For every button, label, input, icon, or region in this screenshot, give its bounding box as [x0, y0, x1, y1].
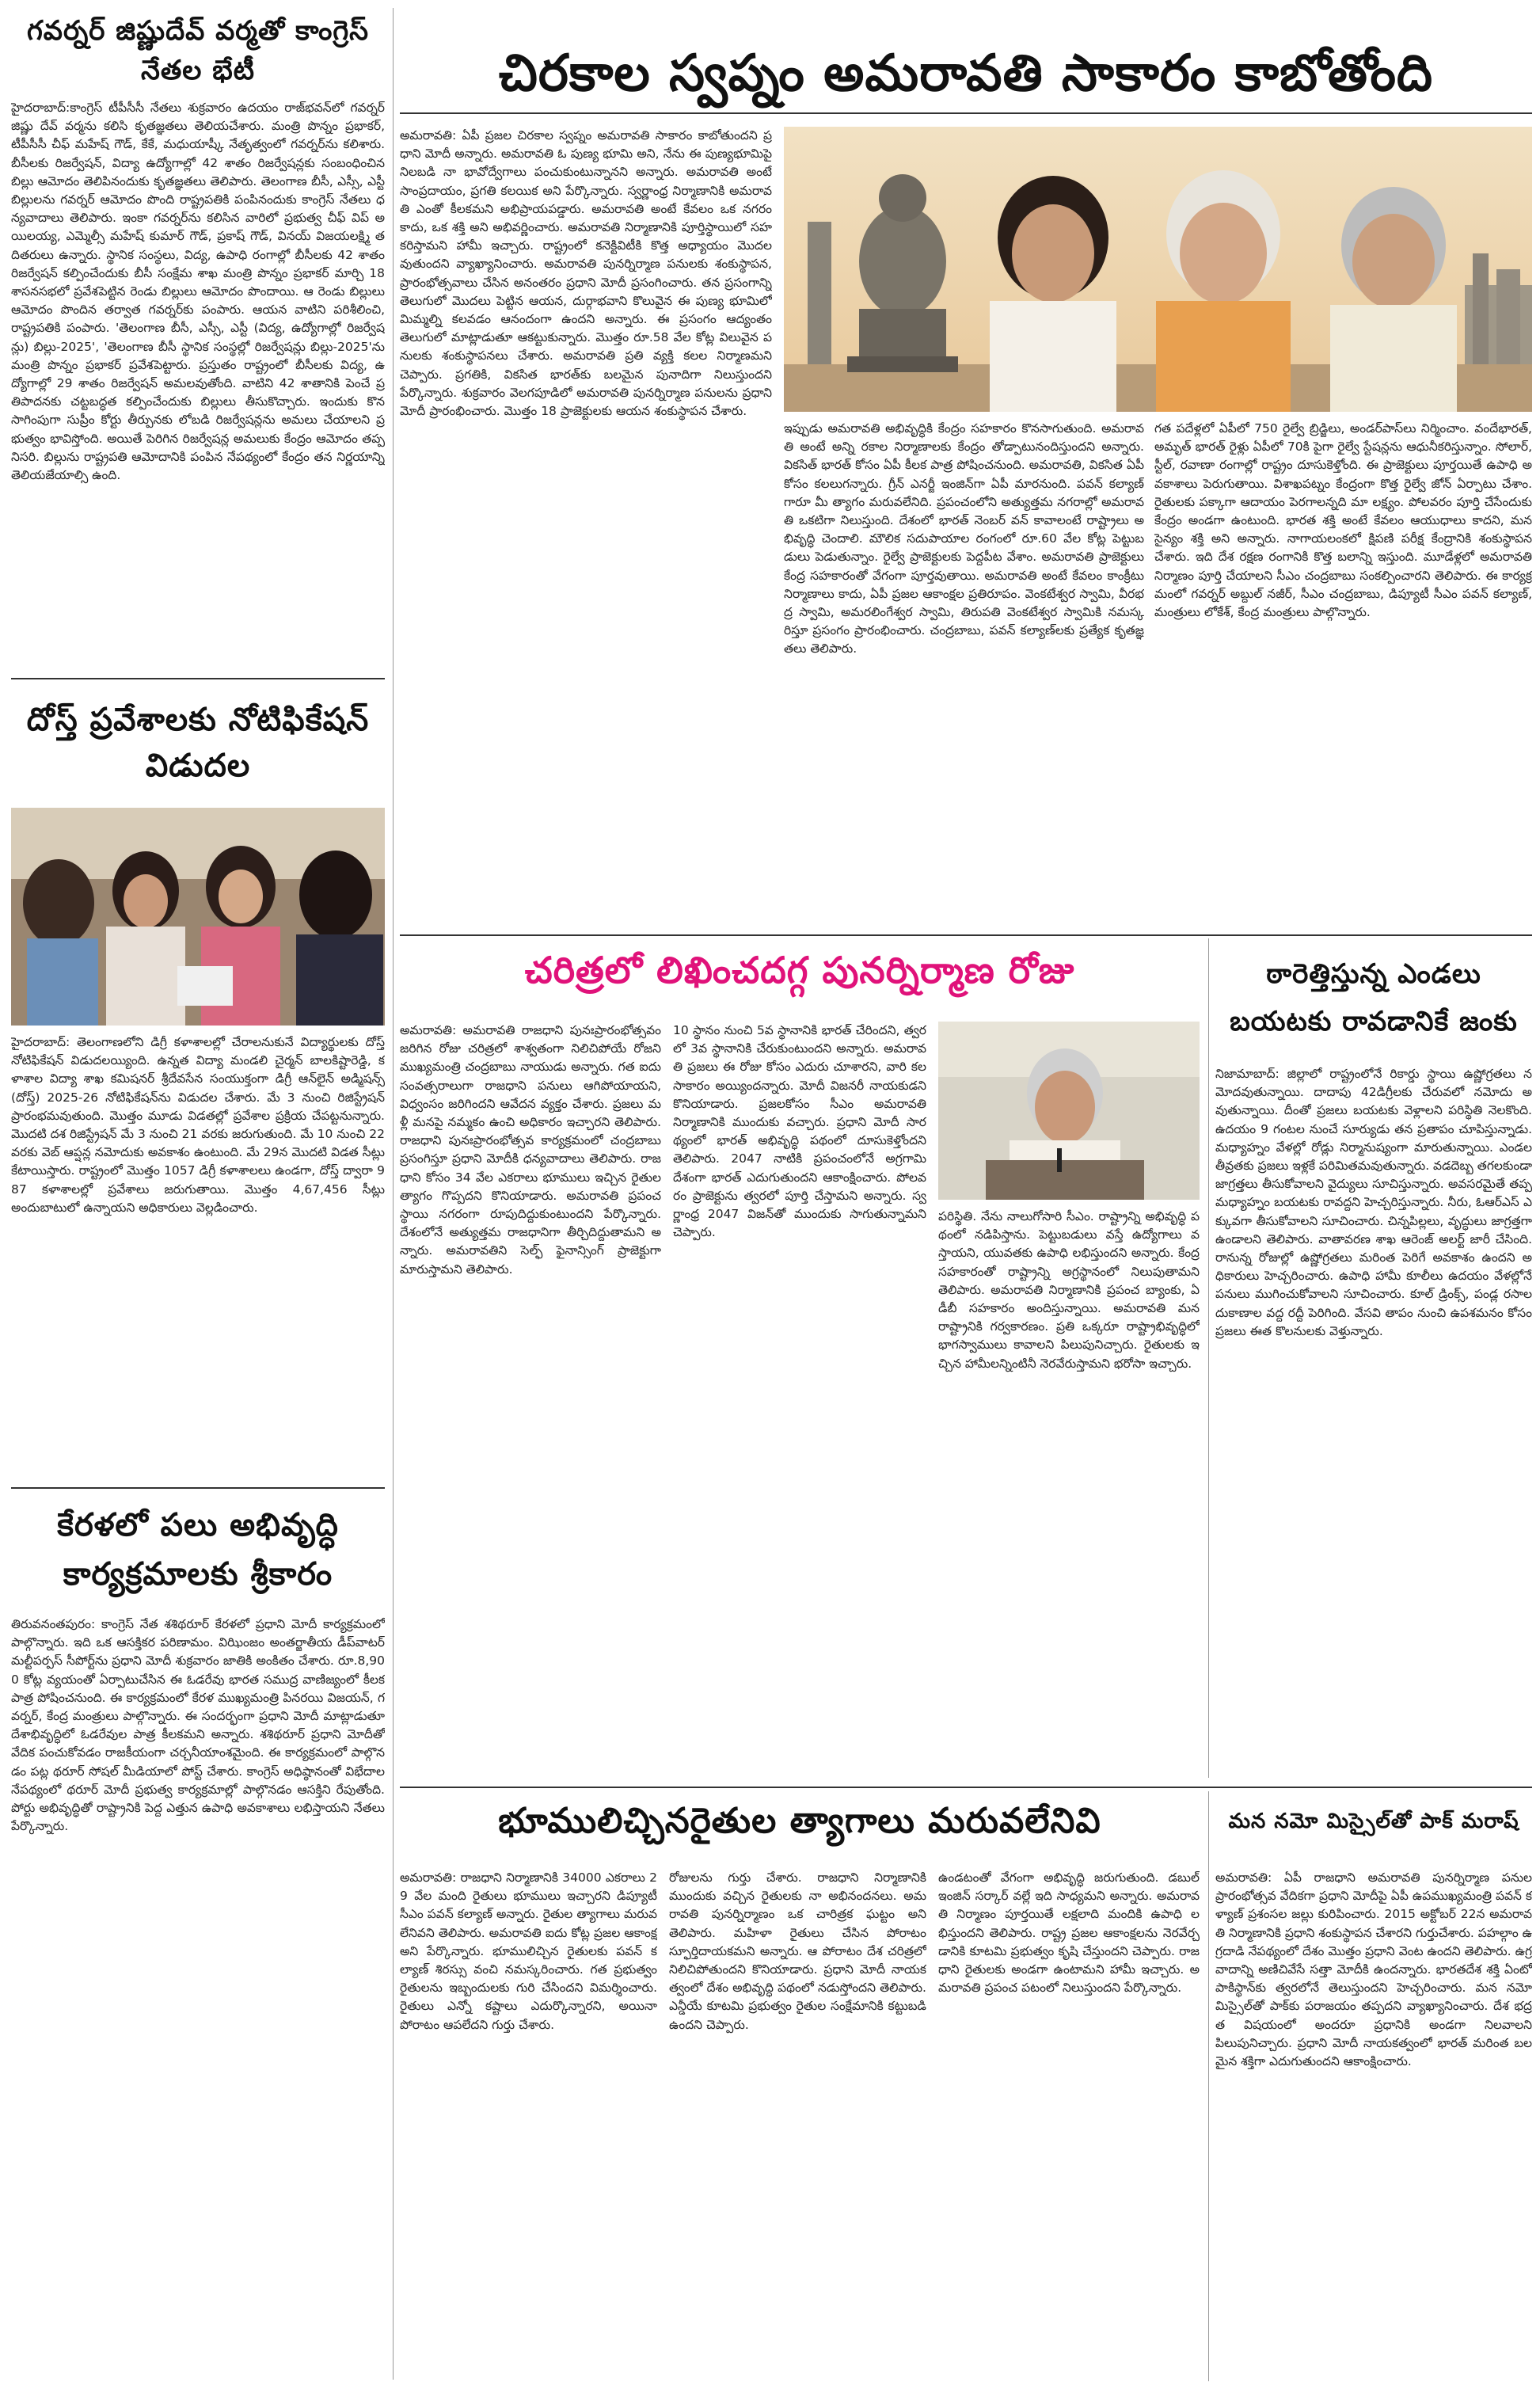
- pak-body: అమరావతి: ఏపీ రాజధాని అమరావతి పునర్నిర్మాణ పనుల ప్రారంభోత్సవ వేదికగా ప్రధాని మోదీపై ఏపీ ఉపముఖ్యమంత్రి పవన్ కళ్యాణ్ ప్రశంసల జల్లు కురిపించారు. 2015 అక్టోబర్ 22న అమరావతి నిర్మాణానికి ప్రధాని శంకుస్థాపన చేశారని గుర్తుచేశారు. పహల్గాం ఉగ్రదాడి నేపథ్యంలో దేశం మొత్తం ప్రధాని వెంట ఉందని తెలిపారు. ఉగ్రవాదాన్ని అణిచివేసే సత్తా మోదీకి ఉందన్నారు. భారతదేశ శక్తి ఏంటో పాకిస్థాన్‌కు త్వరలోనే తెలుస్తుందని హెచ్చరించారు. మన నమో మిస్సైల్‌తో పాక్‌కు పరాజయం తప్పదని వ్యాఖ్యానించారు. దేశ భద్రత విషయంలో అందరూ ప్రధానికి అండగా నిలవాలని పిలుపునిచ్చారు. ప్రధాని మోదీ నాయకత్వంలో భారత్ మరింత బలమైన శక్తిగా ఎదుగుతుందని ఆకాంక్షించారు.: [1215, 1870, 1532, 2069]
- divider: [400, 1787, 1532, 1788]
- farmers-headline: భూములిచ్చినరైతుల త్యాగాలు మరువలేనివి: [498, 1801, 1101, 1841]
- headline-underline: [400, 112, 1532, 114]
- divider: [11, 1487, 385, 1489]
- farmers-col1: అమరావతి: రాజధాని నిర్మాణానికి 34000 ఎకరాలు 29 వేల మంది రైతులు భూములు ఇచ్చారని డిప్యూటీ సీఎం పవన్ కల్యాణ్ అన్నారు. రైతుల త్యాగాలు మరువలేనివని తెలిపారు. అమరావతి ఐదు కోట్ల ప్రజల ఆకాంక్ష అని పేర్కొన్నారు. భూములిచ్చిన రైతులకు పవన్ కల్యాణ్ శిరస్సు వంచి నమస్కరించారు. గత ప్రభుత్వం రైతులను ఇబ్బందులకు గురి చేసిందని విమర్శించారు. రైతులు ఎన్నో కష్టాలు ఎదుర్కొన్నారని, అయినా పోరాటం ఆపలేదని గుర్తు చేశారు.: [400, 1870, 657, 2032]
- main-story-col1: అమరావతి: ఏపీ ప్రజల చిరకాల స్వప్నం అమరావతి సాకారం కాబోతుందని ప్రధాని మోదీ అన్నారు. అమరావతి ఓ పుణ్య భూమి అని, నేను ఈ పుణ్యభూమిపై నిలబడి నా భావోద్వేగాలు పంచుకుంటున్నానని అన్నారు. అమరావతి అంటే సాంప్రదాయం, ప్రగతి కలయిక అని పేర్కొన్నారు. స్వర్ణాంధ్ర నిర్మాణానికి అమరావతి ఎంతో కీలకమని అభిప్రాయపడ్డారు. అమరావతి అంటే కేవలం ఒక నగరం కాదు, ఒక శక్తి అని అభివర్ణించారు. అమరావతి నిర్మాణానికి పూర్తిస్థాయిలో సహకరిస్తామని హామీ ఇచ్చారు. రాష్ట్రంలో కనెక్టివిటీకి కొత్త అధ్యాయం మొదలవుతుందని వ్యాఖ్యానించారు. అమరావతి పునర్నిర్మాణ పనులకు శంకుస్థాపన, ప్రారంభోత్సవాలు చేసిన అనంతరం ప్రధాని మోదీ ప్రసంగించారు. తన ప్రసంగాన్ని తెలుగులో మొదలు పెట్టిన ఆయన, దుర్గాభవాని కొలువైన ఈ పుణ్య భూమిలో మిమ్మల్ని కలవడం ఆనందంగా ఉందని అన్నారు. ఈ ప్రసంగం ఆద్యంతం తెలుగులో మాట్లాడుతూ ఆకట్టుకున్నారు. మొత్తం రూ.58 వేల కోట్ల విలువైన పనులకు శంకుస్థాపనలు చేశారు. అమరావతి ప్రతి వ్యక్తి కలల నిర్మాణమని చెప్పారు. ప్రగతికి, వికసిత భారత్‌కు బలమైన పునాదిగా నిలుస్తుందని పేర్కొన్నారు. శుక్రవారం వెలగపూడిలో అమరావతి పునర్నిర్మాణ పనులను ప్రధాని మోదీ ప్రారంభించారు. మొత్తం 18 ప్రాజెక్టులకు ఆయన శంకుస్థాపన చేశారు.: [400, 128, 772, 419]
- farmers-col2: రోజులను గుర్తు చేశారు. రాజధాని నిర్మాణానికి ముందుకు వచ్చిన రైతులకు నా అభినందనలు. అమరావతి పునర్నిర్మాణం ఒక చారిత్రక ఘట్టం అని తెలిపారు. మహిళా రైతులు చేసిన పోరాటం స్ఫూర్తిదాయకమని అన్నారు. ఆ పోరాటం దేశ చరిత్రలో నిలిచిపోతుందని కొనియాడారు. ప్రధాని మోదీ నాయకత్వంలో దేశం అభివృద్ధి పథంలో నడుస్తోందని తెలిపారు. ఎన్డీయే కూటమి ప్రభుత్వం రైతుల సంక్షేమానికి కట్టుబడి ఉందని చెప్పారు.: [669, 1870, 926, 2032]
- column-divider: [1208, 1791, 1209, 2381]
- pak-headline: మన నమో మిస్సైల్‌తో పాక్ మరాష్: [1228, 1809, 1519, 1833]
- heat-headline: ఠారెత్తిస్తున్న ఎండలు బయటకు రావడానికే జంకు: [1230, 958, 1518, 1037]
- history-col1: అమరావతి: అమరావతి రాజధాని పునఃప్రారంభోత్సవం జరిగిన రోజు చరిత్రలో శాశ్వతంగా నిలిచిపోయే రోజని ముఖ్యమంత్రి చంద్రబాబు నాయుడు అన్నారు. గత ఐదు సంవత్సరాలుగా రాజధాని పనులు ఆగిపోయాయని, విధ్వంసం జరిగిందని ఆవేదన వ్యక్తం చేశారు. ప్రజలు మళ్లీ మనపై నమ్మకం ఉంచి అధికారం ఇచ్చారని తెలిపారు. రాజధాని పునఃప్రారంభోత్సవ కార్యక్రమంలో చంద్రబాబు ప్రసంగిస్తూ ప్రధాని మోదీకి ధన్యవాదాలు తెలిపారు. రాజధాని కోసం 34 వేల ఎకరాలు భూములు ఇచ్చిన రైతుల త్యాగం గొప్పదని కొనియాడారు. అమరావతి ప్రపంచ స్థాయి నగరంగా రూపుదిద్దుకుంటుందని పేర్కొన్నారు. దేశంలోనే అత్యుత్తమ రాజధానిగా తీర్చిదిద్దుతామని అన్నారు. అమరావతిని సెల్ఫ్ ఫైనాన్సింగ్ ప్రాజెక్టుగా మారుస్తామని తెలిపారు.: [400, 1023, 661, 1277]
- governor-meeting-body: హైదరాబాద్:కాంగ్రెస్ టీపీసీసీ నేతలు శుక్రవారం ఉదయం రాజ్‌భవన్‌లో గవర్నర్ జిష్ణు దేవ్ వర్మను కలిసి కృతజ్ఞతలు తెలియచేశారు. మంత్రి పొన్నం ప్రభాకర్, టీపీసీసీ చీఫ్ మహేష్ గౌడ్, కేకే, మధుయాష్కీ నేతృత్వంలో గవర్నర్‌ను కలిశారు. బీసీలకు రిజర్వేషన్, విద్యా ఉద్యోగాల్లో 42 శాతం రిజర్వేషన్లకు సంబంధించిన బిల్లు ఆమోదం తెలిపినందుకు కృతజ్ఞతలు తెలిపారు. తెలంగాణ బీసీ, ఎస్సీ, ఎస్టీ బిల్లులను గవర్నర్ ఆమోదం పొంది రాష్ట్రపతికి పంపినందుకు కాంగ్రెస్ నేతలు ధన్యవాదాలు తెలిపారు. ఇంకా గవర్నర్‌ను కలిసిన వారిలో ప్రభుత్వ చీఫ్ విప్ అయిలయ్య, ఎమ్మెల్సీ మహేష్ కుమార్ గౌడ్, ప్రకాష్ గౌడ్, వినయ్ విజయలక్ష్మి తదితరులు ఉన్నారు. స్థానిక సంస్థలు, విద్య, ఉపాధి రంగాల్లో బీసీలకు 42 శాతం రిజర్వేషన్ కల్పించేందుకు బీసీ సంక్షేమ శాఖ మంత్రి పొన్నం ప్రభాకర్ మార్చి 18 శాసనసభలో ప్రవేశపెట్టిన రెండు బిల్లులు ఆమోదం పొందాయి. ఆ రెండు బిల్లులు ఆమోదం పొందిన తర్వాత గవర్నర్‌కు పంపారు. ఆయన వాటిని పరిశీలించి, రాష్ట్రపతికి పంపారు. 'తెలంగాణ బీసీ, ఎస్సీ, ఎస్టీ (విద్య, ఉద్యోగాల్లో రిజర్వేషన్లు) బిల్లు-2025', 'తెలంగాణ బీసీ స్థానిక సంస్థల్లో రిజర్వేషన్లు బిల్లు-2025'ను మంత్రి పొన్నం ప్రభాకర్ ప్రవేశపెట్టారు. ప్రస్తుతం రాష్ట్రంలో బీసీలకు విద్య, ఉద్యోగాల్లో 29 శాతం రిజర్వేషన్ అమలవుతోంది. వాటిని 42 శాతానికి పెంచే ప్రతిపాదనకు చట్టబద్ధత కల్పించేందుకు బిల్లులు తీసుకొచ్చారు. ఇందుకు కొనసాగింపుగా సుప్రీం కోర్టు తీర్పునకు లోబడి రిజర్వేషన్లను అమలు చేయాలని ప్రభుత్వం భావిస్తోంది. అయితే పెరిగిన రిజర్వేషన్ల అమలుకు కేంద్రం ఆమోదం తప్పనిసరి. బిల్లును రాష్ట్రపతి ఆమోదానికి పంపిన నేపథ్యంలో కేంద్రం తన నిర్ణయాన్ని తెలియజేయాల్సి ఉంది.: [11, 101, 385, 483]
- history-col3: పరిస్థితి. నేను నాలుగోసారి సీఎం. రాష్ట్రాన్ని అభివృద్ధి పథంలో నడిపిస్తాను. పెట్టుబడులు వస్తే ఉద్యోగాలు వస్తాయని, యువతకు ఉపాధి లభిస్తుందని అన్నారు. కేంద్ర సహకారంతో రాష్ట్రాన్ని అగ్రస్థానంలో నిలుపుతామని తెలిపారు. అమరావతి నిర్మాణానికి ప్రపంచ బ్యాంకు, ఏడీబీ సహకారం అందిస్తున్నాయి. అమరావతి మన రాష్ట్రానికి గర్వకారణం. ప్రతి ఒక్కరూ రాష్ట్రాభివృద్ధిలో భాగస్వాములు కావాలని పిలుపునిచ్చారు. రైతులకు ఇచ్చిన హామీలన్నింటినీ నెరవేరుస్తామని భరోసా ఇచ్చారు.: [938, 1209, 1200, 1371]
- column-divider: [393, 8, 394, 2380]
- amaravati-leaders-photo: [784, 127, 1532, 412]
- heat-body: నిజామాబాద్: జిల్లాలో రాష్ట్రంలోనే రికార్డు స్థాయి ఉష్ణోగ్రతలు నమోదవుతున్నాయి. దాదాపు 42డిగ్రీలకు చేరువలో నమోదు అవుతున్నాయి. దీంతో ప్రజలు బయటకు వెళ్లాలని పరిస్థితి నెలకొంది. ఉదయం 9 గంటల నుంచే సూర్యుడు తన ప్రతాపం చూపిస్తున్నాడు. మధ్యాహ్నం వేళల్లో రోడ్లు నిర్మానుష్యంగా మారుతున్నాయి. ఎండల తీవ్రతకు ప్రజలు ఇళ్లకే పరిమితమవుతున్నారు. వడదెబ్బ తగలకుండా జాగ్రత్తలు తీసుకోవాలని వైద్యులు సూచిస్తున్నారు. అవసరమైతే తప్ప మధ్యాహ్నం బయటకు రావద్దని హెచ్చరిస్తున్నారు. నీరు, ఓఆర్ఎస్ ఎక్కువగా తీసుకోవాలని సూచించారు. చిన్నపిల్లలు, వృద్ధులు జాగ్రత్తగా ఉండాలని తెలిపారు. వాతావరణ శాఖ ఆరెంజ్ అలర్ట్ జారీ చేసింది. రానున్న రోజుల్లో ఉష్ణోగ్రతలు మరింత పెరిగే అవకాశం ఉందని అధికారులు హెచ్చరించారు. ఉపాధి హామీ కూలీలు ఉదయం వేళల్లోనే పనులు ముగించుకోవాలని సూచించారు. కూల్ డ్రింక్స్, పండ్ల రసాల దుకాణాల వద్ద రద్దీ పెరిగింది. వేసవి తాపం నుంచి ఉపశమనం కోసం ప్రజలు ఈత కొలనులకు వెళ్తున్నారు.: [1215, 1067, 1532, 1338]
- kerala-headline: కేరళలో పలు అభివృద్ధి కార్యక్రమాలకు శ్రీకారం: [57, 1507, 339, 1593]
- dost-body: హైదరాబాద్: తెలంగాణలోని డిగ్రీ కళాశాలల్లో చేరాలనుకునే విద్యార్థులకు దోస్త్ నోటిఫికేషన్ విడుదలయ్యింది. ఉన్నత విద్యా మండలి చైర్మన్ బాలకిష్టారెడ్డి, కళాశాల విద్యా శాఖ కమిషనర్ శ్రీదేవసేన సంయుక్తంగా డిగ్రీ ఆన్‌లైన్ అడ్మిషన్స్ (దోస్త్) 2025-26 నోటిఫికేషన్‌ను విడుదల చేశారు. మే 3 నుంచి రిజిస్ట్రేషన్ ప్రారంభమవుతుంది. మొత్తం మూడు విడతల్లో ప్రవేశాల ప్రక్రియ చేపట్టనున్నారు. మొదటి దశ రిజిస్ట్రేషన్ మే 3 నుంచి 21 వరకు జరుగుతుంది. మే 10 నుంచి 22 వరకు వెబ్ ఆప్షన్ల నమోదుకు అవకాశం ఉంటుంది. మే 29న మొదటి విడత సీట్లు కేటాయిస్తారు. రాష్ట్రంలో మొత్తం 1057 డిగ్రీ కళాశాలలు ఉండగా, దోస్త్ ద్వారా 987 కళాశాలల్లో ప్రవేశాలు జరుగుతాయి. మొత్తం 4,67,456 సీట్లు అందుబాటులో ఉన్నాయని అధికారులు వెల్లడించారు.: [11, 1035, 385, 1215]
- farmers-col3: ఉండటంతో వేగంగా అభివృద్ధి జరుగుతుంది. డబుల్ ఇంజిన్ సర్కార్ వల్లే ఇది సాధ్యమని అన్నారు. అమరావతి నిర్మాణం పూర్తయితే లక్షలాది మందికి ఉపాధి లభిస్తుందని తెలిపారు. రాష్ట్ర ప్రజల ఆకాంక్షలను నెరవేర్చడానికి కూటమి ప్రభుత్వం కృషి చేస్తుందని చెప్పారు. రాజధాని రైతులకు అండగా ఉంటామని హామీ ఇచ్చారు. అమరావతి ప్రపంచ పటంలో నిలుస్తుందని పేర్కొన్నారు.: [938, 1870, 1200, 1996]
- dost-headline: దోస్త్ ప్రవేశాలకు నోటిఫికేషన్ విడుదల: [26, 702, 370, 784]
- students-photo: [11, 808, 385, 1026]
- history-col2: 10 స్థానం నుంచి 5వ స్థానానికి భారత్ చేరిందని, త్వరలో 3వ స్థానానికి చేరుకుంటుందని అన్నారు. అమరావతి ప్రజలు ఈ రోజు కోసం ఎదురు చూశారని, వారి కల సాకారం అయ్యిందన్నారు. మోదీ విజనరీ నాయకుడని కొనియాడారు. ప్రజలకోసం సీఎం అమరావతి నిర్మాణానికి ముందుకు వచ్చారు. ప్రధాని మోదీ సారథ్యంలో భారత్ అభివృద్ధి పథంలో దూసుకెళ్తోందని తెలిపారు. 2047 నాటికి ప్రపంచంలోనే అగ్రగామి దేశంగా భారత్ ఎదుగుతుందని ఆకాంక్షించారు. పోలవరం ప్రాజెక్టును త్వరలో పూర్తి చేస్తామని అన్నారు. స్వర్ణాంధ్ర 2047 విజన్‌తో ముందుకు సాగుతున్నామని చెప్పారు.: [673, 1023, 926, 1240]
- amaravati-main-headline: చిరకాల స్వప్నం అమరావతి సాకారం కాబోతోంది: [498, 44, 1434, 103]
- divider: [400, 934, 1532, 936]
- main-story-col3: గత పదేళ్లలో ఏపీలో 750 రైల్వే బ్రిడ్జిలు, అండర్‌పాస్‌లు నిర్మించాం. వందేభారత్, అమృత్ భారత్ రైళ్లు ఏపీలో 70కి పైగా రైల్వే స్టేషన్లను ఆధునీకరిస్తున్నాం. సోలార్, స్టీల్, రవాణా రంగాల్లో రాష్ట్రం దూసుకెళ్తోంది. ఈ ప్రాజెక్టులు పూర్తయితే ఉపాధి అవకాశాలు పెరుగుతాయి. విశాఖపట్నం కేంద్రంగా కొత్త రైల్వే జోన్ ఏర్పాటు చేశాం. రైతులకు పక్కాగా ఆదాయం పెరగాలన్నది మా లక్ష్యం. పోలవరం పూర్తి చేసేందుకు కేంద్రం అండగా ఉంటుంది. భారత శక్తి అంటే కేవలం ఆయుధాలు కాదని, మన సైన్యం శక్తి అని అన్నారు. నాగాయలంకలో క్షిపణి పరీక్ష కేంద్రానికి శంకుస్థాపన చేశారు. ఇది దేశ రక్షణ రంగానికి కొత్త బలాన్ని ఇస్తుంది. మూడేళ్లలో అమరావతి నిర్మాణం పూర్తి చేయాలని సీఎం చంద్రబాబు సంకల్పించారని తెలిపారు. ఈ కార్యక్రమంలో గవర్నర్ అబ్దుల్ నజీర్, సీఎం చంద్రబాబు, డిప్యూటీ సీఎం పవన్ కల్యాణ్, మంత్రులు లోకేశ్, కేంద్ర మంత్రులు పాల్గొన్నారు.: [1154, 421, 1532, 620]
- kerala-body: తిరువనంతపురం: కాంగ్రెస్ నేత శశిథరూర్ కేరళలో ప్రధాని మోదీ కార్యక్రమంలో పాల్గొన్నారు. ఇది ఒక ఆసక్తికర పరిణామం. విఝింజం అంతర్జాతీయ డీప్‌వాటర్ మల్టీపర్పస్ సీపోర్ట్‌ను ప్రధాని మోదీ శుక్రవారం జాతికి అంకితం చేశారు. రూ.8,900 కోట్ల వ్యయంతో ఏర్పాటుచేసిన ఈ ఓడరేవు భారత సముద్ర వాణిజ్యంలో కీలక పాత్ర పోషించనుంది. ఈ కార్యక్రమంలో కేరళ ముఖ్యమంత్రి పినరయి విజయన్, గవర్నర్, కేంద్ర మంత్రులు పాల్గొన్నారు. ఈ సందర్భంగా ప్రధాని మోదీ మాట్లాడుతూ దేశాభివృద్ధిలో ఓడరేవుల పాత్ర కీలకమని అన్నారు. శశిథరూర్ ప్రధాని మోదీతో వేదిక పంచుకోవడం రాజకీయంగా చర్చనీయాంశమైంది. ఈ కార్యక్రమంలో పాల్గొనడం పట్ల థరూర్ సోషల్ మీడియాలో పోస్ట్ చేశారు. కాంగ్రెస్ అధిష్ఠానంతో విభేదాల నేపథ్యంలో థరూర్ మోదీ ప్రభుత్వ కార్యక్రమాల్లో పాల్గొనడం ఆసక్తిని రేపుతోంది. పోర్టు అభివృద్ధితో రాష్ట్రానికి పెద్ద ఎత్తున ఉపాధి అవకాశాలు లభిస్తాయని నేతలు పేర్కొన్నారు.: [11, 1617, 385, 1834]
- chandrababu-photo: [938, 1022, 1200, 1200]
- history-headline: చరిత్రలో లిఖించదగ్గ పునర్నిర్మాణ రోజు: [524, 949, 1075, 991]
- governor-meeting-headline: గవర్నర్ జిష్ణుదేవ్ వర్మతో కాంగ్రెస్ నేతల భేటీ: [26, 15, 370, 86]
- column-divider: [1208, 938, 1209, 1778]
- divider: [11, 678, 385, 679]
- main-story-col2: ఇప్పుడు అమరావతి అభివృద్ధికి కేంద్రం సహకారం కొనసాగుతుంది. అమరావతి అంటే అన్ని రకాల నిర్మాణాలకు కేంద్రం తోడ్పాటునందిస్తుందని అన్నారు. వికసిత్ భారత్ కోసం ఏపీ కీలక పాత్ర పోషించనుంది. అమరావతి, వికసిత ఏపీ కోసం కలలుగన్నారు. గ్రీన్ ఎనర్జీ ఇంజిన్‌గా ఏపీ మారనుంది. పవన్ కల్యాణ్ గారూ మీ త్యాగం మరువలేనిది. ప్రపంచంలోని అత్యుత్తమ నగరాల్లో అమరావతి ఒకటిగా నిలుస్తుంది. దేశంలో భారత్ నెంబర్ వన్ కావాలంటే రాష్ట్రాలు అభివృద్ధి చెందాలి. మౌలిక సదుపాయాల రంగంలో రూ.60 వేల కోట్ల పెట్టుబడులు పెడుతున్నాం. రైల్వే ప్రాజెక్టులకు పెద్దపీట వేశాం. అమరావతి ప్రాజెక్టులు కేంద్ర సహకారంతో వేగంగా పూర్తవుతాయి. అమరావతి అంటే కేవలం కాంక్రీటు నిర్మాణాలు కాదు, ఏపీ ప్రజల ఆకాంక్షల ప్రతిరూపం. వెంకటేశ్వర స్వామి, వీరభద్ర స్వామి, అమరలింగేశ్వర స్వామి, తిరుపతి వెంకటేశ్వర స్వామికి నమస్కరిస్తూ ప్రసంగం ప్రారంభించారు. చంద్రబాబు, పవన్ కల్యాణ్‌లకు ప్రత్యేక కృతజ్ఞతలు తెలిపారు.: [784, 421, 1144, 656]
